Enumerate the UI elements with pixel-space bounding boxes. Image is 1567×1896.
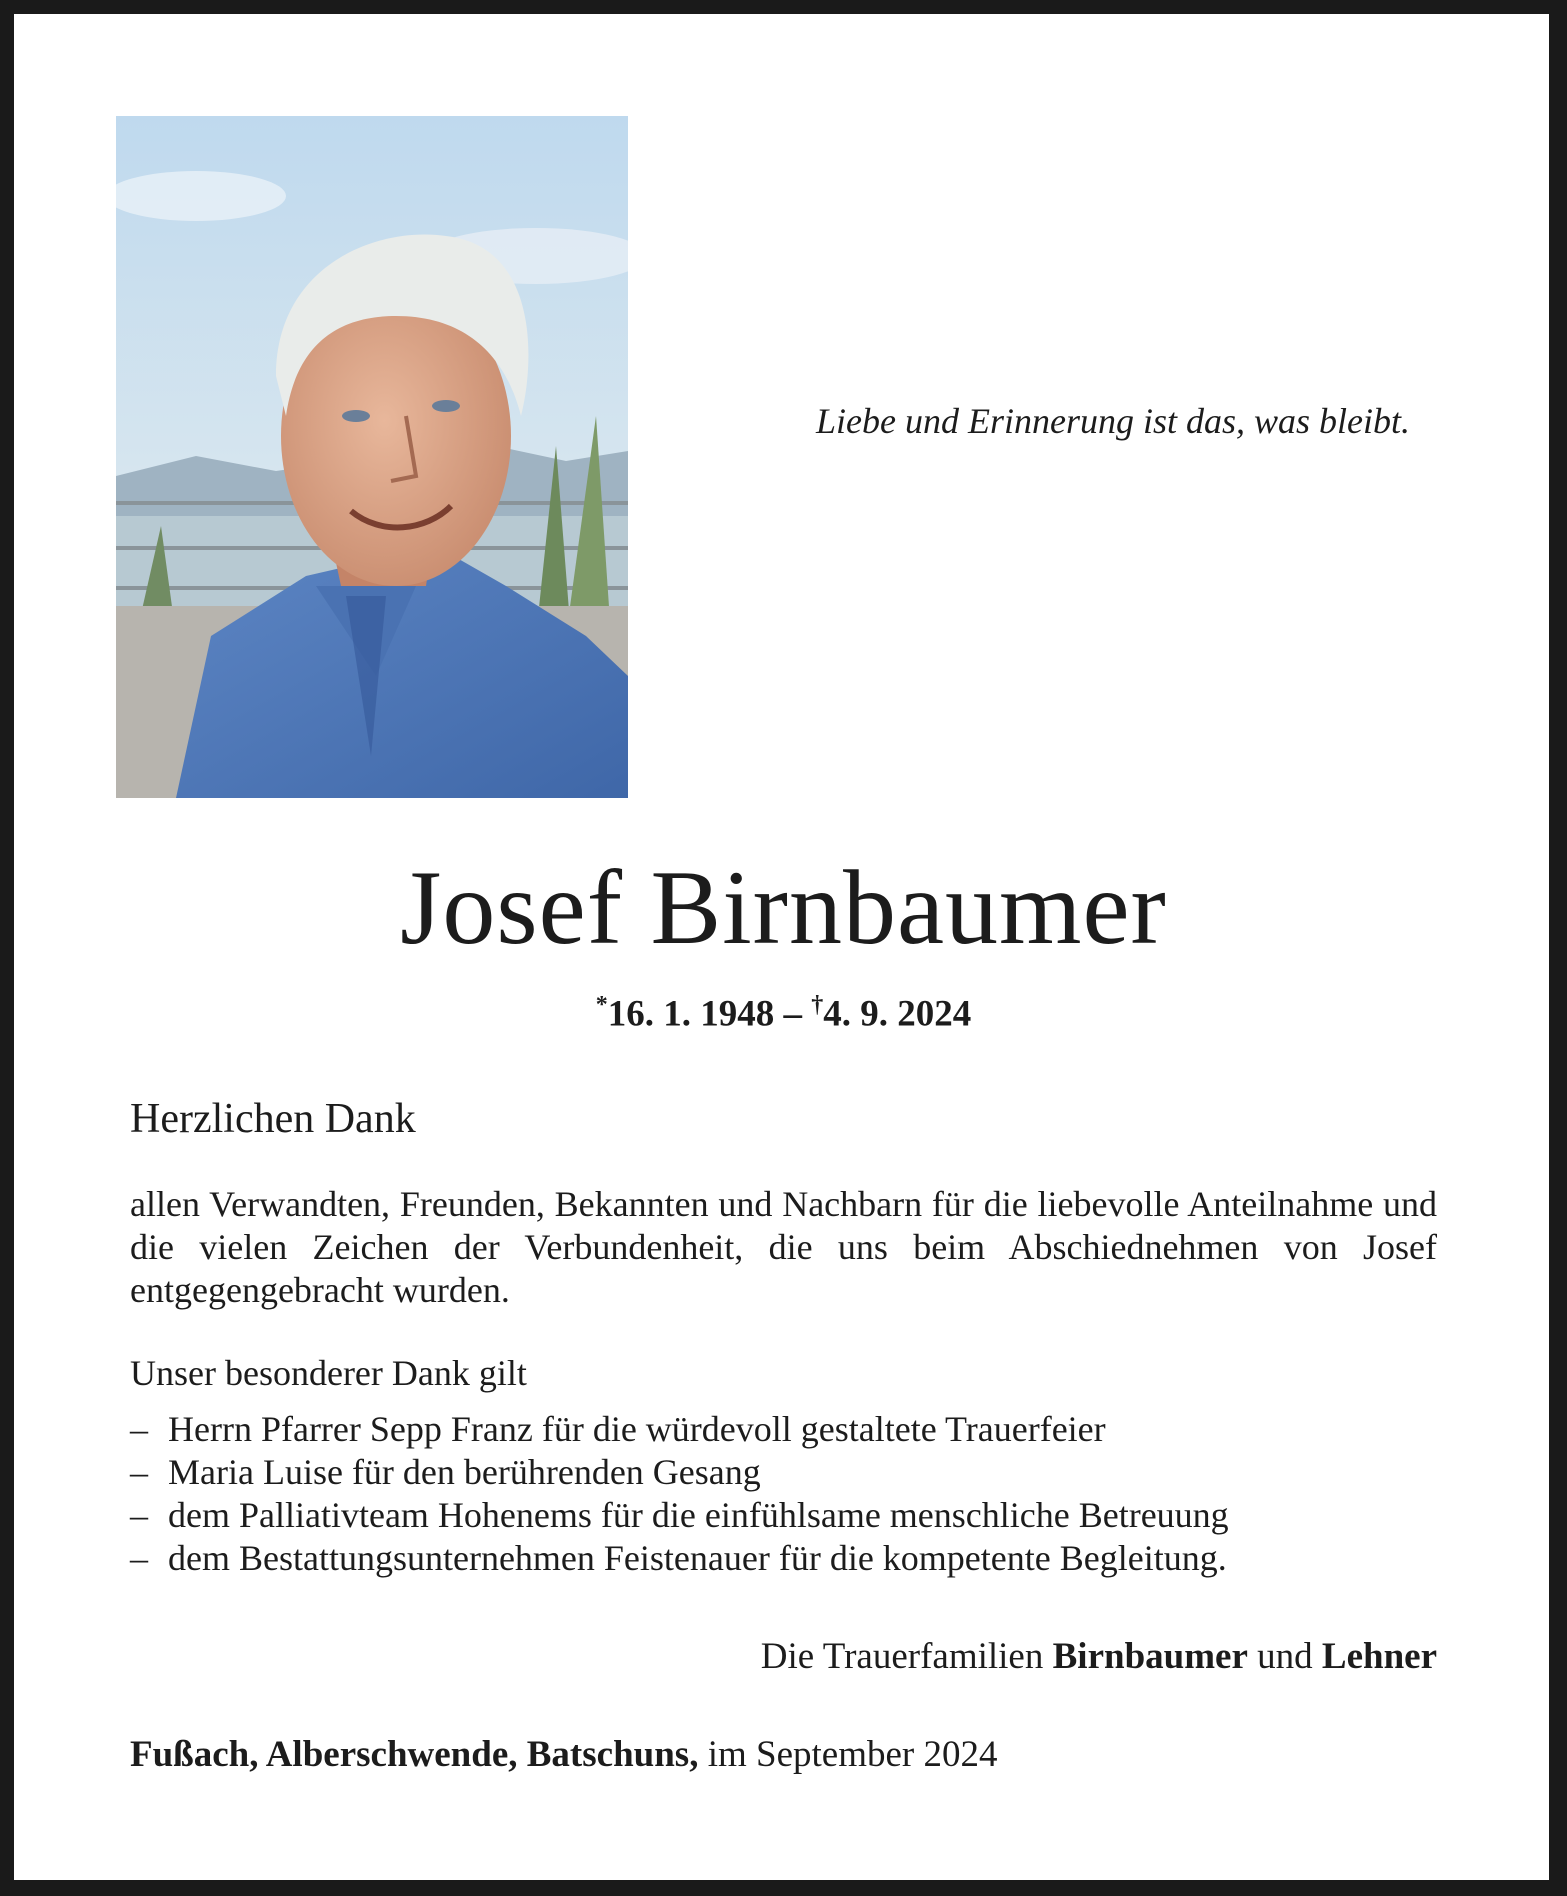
list-item-text: dem Bestattungsunternehmen Feistenauer für die kompetente Begleitung. xyxy=(168,1538,1227,1578)
life-dates xyxy=(0,992,1567,1035)
list-item xyxy=(130,1494,1450,1537)
thanks-body: allen Verwandten, Freunden, Bekannten und Nachbarn für die liebevolle Anteilnahme und die vielen Zeichen der Verbundenheit, die uns beim Abschiednehmen von Josef entgegengebracht wurden. xyxy=(130,1184,1437,1310)
place-and-date xyxy=(130,1733,998,1776)
birth-mark: * xyxy=(595,992,608,1018)
signature-joiner: und xyxy=(1247,1636,1322,1677)
list-item xyxy=(130,1537,1450,1580)
dash: – xyxy=(130,1409,148,1449)
signature-prefix: Die Trauerfamilien xyxy=(760,1636,1053,1677)
portrait-photo xyxy=(116,116,628,798)
birth-date: 16. 1. 1948 xyxy=(607,993,775,1035)
towns: Fußach, Alberschwende, Batschuns, xyxy=(130,1734,699,1775)
family-name-2: Lehner xyxy=(1321,1636,1437,1677)
family-name-1: Birnbaumer xyxy=(1052,1636,1248,1677)
special-thanks-intro: Unser besonderer Dank gilt xyxy=(130,1353,527,1393)
dash: – xyxy=(130,1538,148,1578)
dash: – xyxy=(130,1452,148,1492)
list-item xyxy=(130,1451,1450,1494)
date-separator: – xyxy=(774,993,812,1035)
death-mark: † xyxy=(811,992,824,1018)
month-year: im September 2024 xyxy=(698,1734,998,1775)
list-item-text: dem Palliativteam Hohenems für die einfühlsame menschliche Betreuung xyxy=(168,1495,1229,1535)
thanks-list xyxy=(130,1408,1450,1580)
dash: – xyxy=(130,1495,148,1535)
list-item xyxy=(130,1408,1450,1451)
deceased-name: Josef Birnbaumer xyxy=(400,849,1167,966)
death-date: 4. 9. 2024 xyxy=(823,993,972,1035)
list-item-text: Herrn Pfarrer Sepp Franz für die würdevoll gestaltete Trauerfeier xyxy=(168,1409,1106,1449)
list-item-text: Maria Luise für den berührenden Gesang xyxy=(168,1452,761,1492)
portrait-image xyxy=(116,116,628,798)
thanks-heading: Herzlichen Dank xyxy=(130,1096,416,1142)
family-signature xyxy=(130,1635,1437,1678)
motto-quote: Liebe und Erinnerung ist das, was bleibt. xyxy=(816,401,1410,441)
